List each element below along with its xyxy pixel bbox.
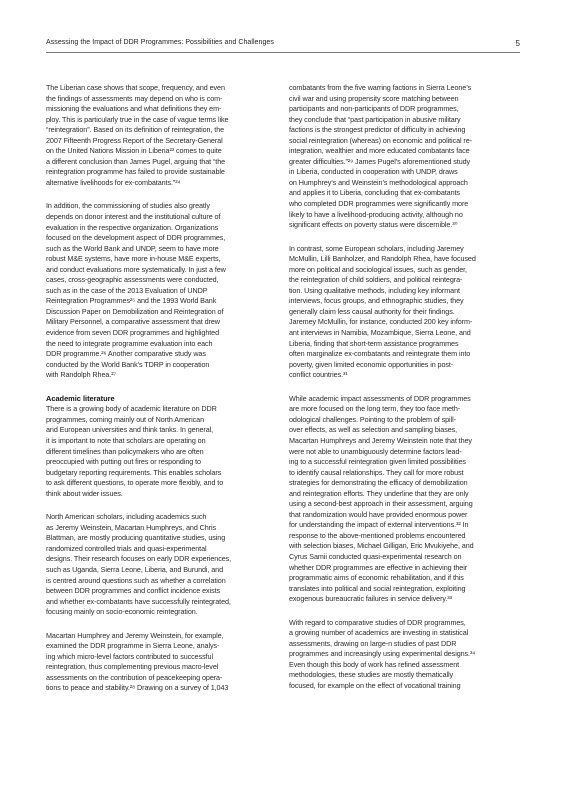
paragraph-commissioning: In addition, the commissioning of studies also greatly depends on donor interest and the institutional culture of evaluation in the respective organization. Organizations focused on the development aspect of DDR programmes, such as the World Bank and UNDP, seem to have more robust M&E systems, have more in-house M&E experts, and conduct evaluations more systematically. In just a few cases, cross-geographic assessments were conducted, such as in the case of the 2013 Evaluation of UNDP Reintegration Programmes²⁵ and the 1993 World Bank Discussion Paper on Demobilization and Reintegration of Military Personnel, a comparative assessment that drew evidence from seven DDR programmes and highlighted the need to integrate programme evaluation into each DDR programme.²⁶ Another comparative study was conducted by the World Bank’s TDRP in cooperation with Randolph Rhea.²⁷ (46, 201, 226, 380)
paragraph-academic-intro: There is a growing body of academic literature on DDR programmes, coming mainly out of North American and European universities and think tanks. In general, it is important to note that scholars are operating on different timelines than policymakers who are often preoccupied with putting out fires or responding to budgetary reporting requirements. This enables scholars to ask different questions, to operate more flexibly, and to think about wider issues. (46, 404, 224, 498)
paragraph-european-scholars: In contrast, some European scholars, including Jaremey McMullin, Lilli Banholzer, and Randolph Rhea, have focused more on political and sociological issues, such as gender, the reintegration of child soldiers, and political reintegra- tion. Using qualitative methods, including key informant interviews, focus groups, and ethnographic studies, they generally claim less causal authority for their findings. Jaremey McMullin, for instance, conducted 200 key inform- ant interviews in Namibia, Mozambique, Sierra Leone, and Liberia, finding that short-term assistance programmes often marginalize ex-combatants and reintegrate them into poverty, given limited economic opportunities in post- conflict countries.³¹ (289, 243, 476, 380)
running-header (46, 39, 520, 51)
section-heading-academic-literature: Academic literature (46, 393, 115, 403)
header-rule (46, 52, 520, 53)
paragraph-north-american-scholars: North American scholars, including academics such as Jeremy Weinstein, Macartan Humphreys, and Chris Blattman, are mostly producing quantitative studies, using randomized controlled trials and quasi-experimental designs. Their research focuses on early DDR experiences, such as Uganda, Sierra Leone, Liberia, and Burundi, and is centred around questions such as whether a correlation between DDR programmes and conflict incidence exists and whether ex-combatants have successfully reintegrated, focusing mainly on socio-economic reintegration. (46, 512, 232, 617)
right-column (289, 83, 520, 705)
paragraph-liberian-case: The Liberian case shows that scope, frequency, and even the findings of assessments may depend on who is com- missioning the evaluations and what definitions they em- ploy. This is particularly true in the case of vague terms like “reintegration”. Based on its definition of reintegration, the 2007 Fifteenth Progress Report of the Secretary-General on the United Nations Mission in Liberia²³ comes to quite a different conclusion than James Pugel, arguing that “the reintegration programme has failed to provide sustainable alternative livelihoods for ex-combatants.”²⁴ (46, 83, 229, 187)
paragraph-combatants-survey: combatants from the five warring factions in Sierra Leone’s civil war and using propensity score matching between participants and non-participants of DDR programmes, they conclude that “past participation in abusive military factions is the strongest predictor of difficulty in achieving social reintegration (whereas) on economic and political re- integration, wealthier and more educated combatants face greater difficulties.”²⁹ James Pugel’s aforementioned study in Liberia, conducted in cooperation with UNDP, draws on Humphrey’s and Weinstein’s methodological approach and applies it to Liberia, concluding that ex-combatants who completed DDR programmes were significantly more likely to have a livelihood-producing activity, although no significant effects on poverty status were discernible.³⁰ (289, 83, 472, 230)
paragraph-methodological-challenges: While academic impact assessments of DDR programmes are more focused on the long term, they too face meth- odological challenges. Pointing to the problem of spill- over effects, as well as selection and sampling biases, Macartan Humphreys and Jeremy Weinstein note that they were not able to unambiguously determine factors lead- ing to a successful reintegration given limited possibilities to identify causal relationships. They call for more robust strategies for demonstrating the efficacy of demobilization and reintegration efforts. They underline that they are only using a second-best approach in their assessment, arguing that randomization would have provided enormous power for understanding the impact of external interventions.³² In response to the above-mentioned problems encountered with selection biases, Michael Gilligan, Eric Mvukiyehe, and Cyrus Samii conducted quasi-experimental research on whether DDR programmes are effective in achieving their programmatic aims of economic rehabilitation, and if this translates into political and social reintegration, exploiting exogenous bureaucratic failures in service delivery.³³ (289, 393, 474, 604)
paragraph-comparative-studies: With regard to comparative studies of DDR programmes, a growing number of academics are investing in statistical assessments, drawing on large-n studies of past DDR programmes and increasingly using experimental designs.³⁴ Even though this body of work has refined assessment methodologies, these studies are mostly thematically focused, for example on the effect of vocational training (289, 617, 476, 690)
left-column (46, 83, 277, 707)
page-number: 5 (515, 39, 520, 48)
running-title: Assessing the Impact of DDR Programmes: Possibilities and Challenges (46, 39, 274, 46)
paragraph-sierra-leone-study: Macartan Humphrey and Jeremy Weinstein, for example, examined the DDR programme in Sierra Leone, analys- ing which micro-level factors contributed to successful reintegration, thus complementing previous macro-level assessments on the contribution of peacekeeping opera- tions to peace and stability.²⁸ Drawing on a survey of 1,043 (46, 630, 229, 693)
